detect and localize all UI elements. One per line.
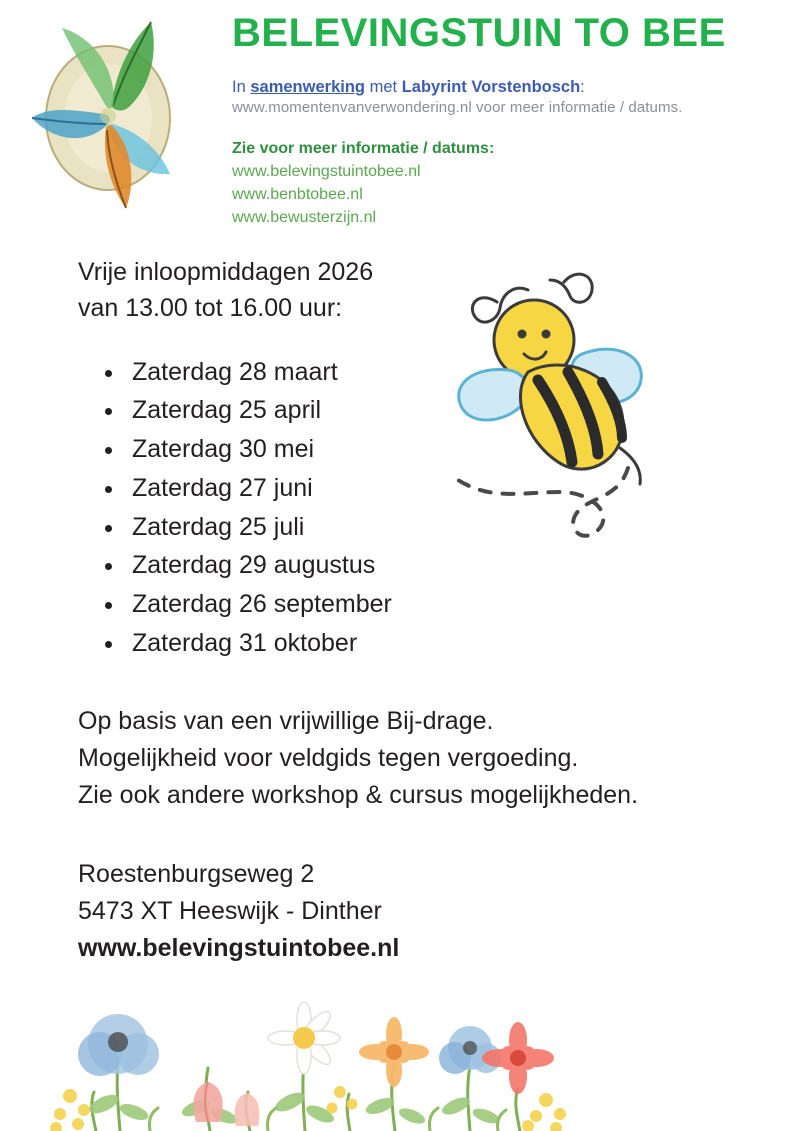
poster-body [0, 254, 800, 967]
poster-title: BELEVINGSTUIN TO BEE [232, 11, 726, 55]
coop-prefix: In [232, 78, 251, 96]
intro-block [78, 254, 800, 327]
info-link-1[interactable]: www.belevingstuintobee.nl [232, 162, 421, 180]
info-heading: Zie voor meer informatie / datums: [232, 139, 495, 157]
notes-block [78, 703, 800, 814]
list-item: • Zaterdag 25 april [126, 391, 800, 430]
pinwheel-leaf-logo [18, 6, 198, 221]
address-city: 5473 XT Heeswijk - Dinther [78, 896, 382, 925]
address-website[interactable]: www.belevingstuintobee.nl [78, 933, 400, 962]
note-line-1: Op basis van een vrijwillige Bij-drage. [78, 706, 494, 735]
coop-suffix: : [580, 78, 585, 96]
coop-url-line[interactable]: www.momentenvanverwondering.nl voor meer informatie / datums. [232, 99, 683, 117]
list-item: • Zaterdag 31 oktober [126, 624, 800, 663]
list-item: • Zaterdag 25 juli [126, 508, 800, 547]
intro-line-2: van 13.00 tot 16.00 uur: [78, 294, 343, 323]
address-block [78, 856, 800, 967]
dates-list [78, 353, 800, 663]
list-item: • Zaterdag 26 september [126, 585, 800, 624]
coop-partner: Labyrint Vorstenbosch [401, 78, 581, 96]
coop-middle: met [365, 78, 402, 96]
intro-line-1: Vrije inloopmiddagen 2026 [78, 258, 374, 286]
poster-header [0, 0, 800, 240]
info-link-2[interactable]: www.benbtobee.nl [232, 185, 363, 203]
info-link-3[interactable]: www.bewusterzijn.nl [232, 209, 377, 227]
list-item: • Zaterdag 30 mei [126, 430, 800, 469]
list-item: • Zaterdag 27 juni [126, 469, 800, 508]
address-street: Roestenburgseweg 2 [78, 859, 315, 888]
note-line-2: Mogelijkheid voor veldgids tegen vergoeding. [78, 743, 579, 772]
list-item: • Zaterdag 28 maart [126, 353, 800, 392]
info-block [232, 137, 780, 230]
cooperation-line [232, 76, 780, 119]
coop-link-word[interactable]: samenwerking [250, 78, 365, 96]
list-item: • Zaterdag 29 augustus [126, 546, 800, 585]
note-line-3: Zie ook andere workshop & cursus mogelijkheden. [78, 780, 639, 809]
flower-border-illustration [0, 996, 800, 1131]
